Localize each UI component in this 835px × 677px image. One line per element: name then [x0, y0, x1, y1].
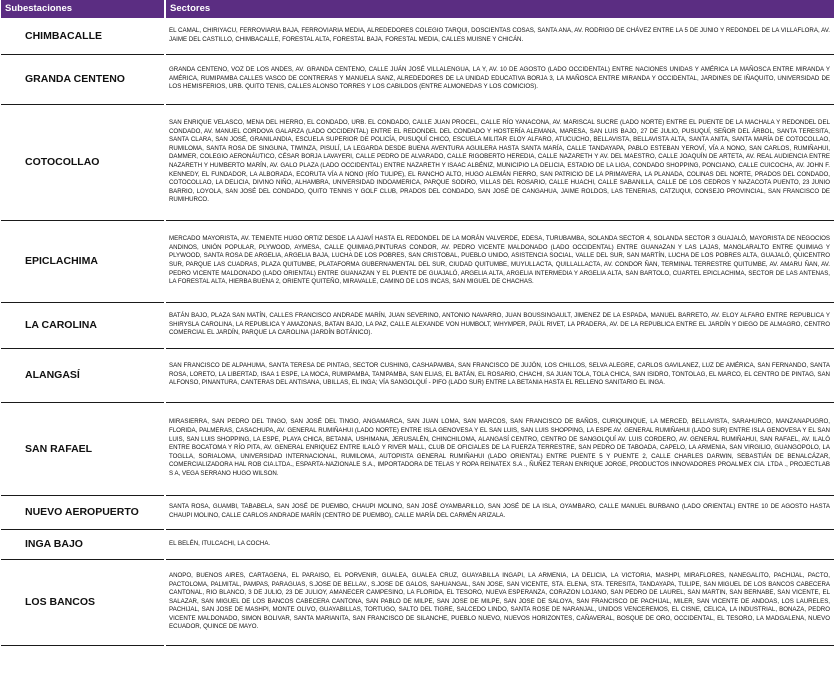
table-row: [1, 302, 834, 348]
header-subestaciones: Subestaciones: [1, 0, 165, 18]
table-row: [1, 529, 834, 559]
substation-name: COTOCOLLAO: [1, 104, 165, 220]
table-row: [1, 559, 834, 645]
sector-list: EL BELÉN, ITULCACHI, LA COCHA.: [165, 529, 834, 559]
sector-list: SAN ENRIQUE VELASCO, MENA DEL HIERRO, EL CONDADO, URB. EL CONDADO, CALLE JUAN PROCEL, CALLE RÍO YANACONA, AV. MARISCAL SUCRE (LADO NORTE) ENTRE EL PUENTE DE LA MACHALA Y REDONDEL DEL CONDADO, AV. MANUEL CORDOVA GALARZA (LADO OCCIDENTAL) ENTRE EL REDONDEL DEL CONDADO Y HOSTERÍA ALEMANA, MARESA, SAN LUIS BAJO, 27 DE JULIO, PUSUQUÍ, SEÑOR DEL ÁRBOL, SANTA TERESITA, SANTA CLARA, SAN JOSÉ, GRANILANDIA, ESCUELA SUPERIOR DE POLICÍA, PUSUQUÍ CHICO, ESCUELA MILITAR ELOY ALFARO, ATUCUCHO, BELLAVISTA, BELLAVISTA ALTA, SANTA ANITA, SANTA MARÍA DE COTOCOLLAO, RUMILOMA, SANTA ROSA DE SINGUNA, TIWINZA, PISULÍ, LA LEGARDA DESDE BUENA AVENTURA AGUILERA HASTA SANTA MARÍA, CALLE TANDAYAPA, PABLO ESTEBAN YEROVÍ, VÍA A NONO, SAN CARLOS, RUMIÑAHUI, DAMMER, COLEGIO AERONÁUTICO, CÉSAR BORJA LAVAYERI, CALLE PEDRO DE ALVARADO, CALLE RIGOBERTO HEREDIA, CALLE NAZARETH Y AV. DEL MAESTRO, CALLE JOAQUÍN DE ARTETA, AV. REAL AUDIENCIA ENTRE NAZARETH Y HUMBERTO MARÍN, AV. GALO PLAZA (LADO OCCIDENTAL) ENTRE NAZARETH Y ISAAC ALBÉNIZ, MUNICIPIO LA DELICIA, ESTADIO DE LA LIGA, CONDADO SHOPPING, PONCIANO, CALLE CUICOCHA, AV. JOHN F. KENNEDY, EL FUNDADOR, LA ALBORADA, ECORUTA VÍA A NONO (RÍO TULIPE), EL RANCHO ALTO, HUGO ALEMÁN FIERRO, SAN PATRICIO DE LA PRIMAVERA, LA PLANADA, COLINAS DEL NORTE, PRADOS DEL CONDADO, COTOCOLLAO, LA DELICIA, DIVINO NIÑO, ALHAMBRA, UNIVERSIDAD INDOAMERICA, PARQUE SODIRO, VILLAS DEL ROSARIO, CALLE HUACHI, CALLE SABANILLA, CALLE DE LOS CEDROS Y NAZACOTA PUENTO, 23 JUNIO BARRIO, LOYOLA, SAN JOSÉ DEL CONDADO, QUITO TENNIS Y GOLF CLUB, PRADOS DEL CONDADO, SAN JOSÉ DE CANGAHUA, JAIME ROLDOS, LAS TENERIAS, CATZUQUI, CONSEJO PROVINCIAL, SAN FRANCISCO DE RUMIHURCO.: [165, 104, 834, 220]
sector-list: SANTA ROSA, GUAMBI, TABABELA, SAN JOSÉ DE PUEMBO, CHAUPI MOLINO, SAN JOSÉ OYAMBARILLO, SAN JOSÉ DE LA ISLA, OYAMBARO, CALLE MANUEL BURBANO (LADO ORIENTAL) ENTRE 10 DE AGOSTO HASTA CHAUPI MOLINO, CALLE CARLOS ANDRADE MARÍN (CENTRO DE PUEMBO), CALLE MARÍA DEL CARMÉN ARIZALA.: [165, 495, 834, 529]
table-row: [1, 348, 834, 402]
sector-list: SAN FRANCISCO DE ALPAHUMA, SANTA TERESA DE PINTAG, SECTOR CUSHING, CASHAPAMBA, SAN FRANCISCO DE JUJÓN, LOS CHILLOS, SELVA ALEGRE, CARLOS GAVILANEZ, LUZ DE AMÉRICA, SAN FERNANDO, SANTA ROSA, LORETO, LA LIBERTAD, ISAA 1 ESPE, LA MOCA, RUMIPAMBA, TANIPAMBA, SAN ELIAS, EL BATÁN, EL ROSARIO, CHACHI, SA JUAN TOLA, TOLA CHICA, SAN ISIDRO, TONTOLAG, EL MARCO, EL CENTRO DE PINTAG, SAN ALFONSO, PINANTURA, CANTERAS DEL ANTISANA, UBILLAS, EL INGA; VÍA SANGOLQUÍ - PIFO (LADO SUR) ENTRE LA BETANIA HASTA EL RELLENO SANITARIO EL INGA.: [165, 348, 834, 402]
table-row: [1, 220, 834, 302]
sector-list: MIRASIERRA, SAN PEDRO DEL TINGO, SAN JOSÉ DEL TINGO, ANGAMARCA, SAN JUAN LOMA, SAN MARCOS, SAN FRANCISCO DE BAÑOS, CURIQUINQUE, LA MERCED, BELLAVISTA, SARAHURCO, MANZANAPUGRO, FLORIDA, PALMERAS, CASACHUPA, AV. GENERAL RUMIÑAHUI (LADO NORTE) ENTRE ISLA GENOVESA Y EL SAN LUIS, SAN LUIS SHOPPING, LA ESPE AV. GENERAL RUMIÑAHUI (LADO SUR) ENTRE ISLA GENOVESA Y EL SAN LUIS, SAN LUIS SHOPPING, LA ESPE, PLAYA CHICA, BETANIA, USHIMANA, JERUSALÉN, CHINCHILOMA, ALANGASÍ CENTRO, CENTRO DE SANGOLQUÍ AV. LUIS CORDERO, AV. GENERAL RUMIÑAHUI, SAN RAFAEL, AV. ILALÓ ENTRE BOCATOMA Y RÍO PITA, AV. GENERAL ENRIQUEZ ENTRE ILALÓ Y RIVER MALL, CLUB DE OFICIALES DE LA FUERZA TERRESTRE, SAN PEDRO DE TABOADA, CAPELO, LA ARMENIA, SAN VIRGILIO, GUANGOPOLO, LA TOGLLA, SORIALOMA, UNIVERSIDAD INTERNACIONAL, RUMILOMA, AUTOPISTA GENERAL RUMIÑAHUI (LADO ORIENTAL) ENTRE PUENTE 5 Y PUENTE 2, CALLE CHARLES DARWIN, SEBASTIÁN DE BENALCÁZAR, COMERCIALIZADORA HAL ROB CIA.LTDA., ESPARTA-NAZIONALE S.A., IMPORTADORA DE TELAS Y ROPA REINATEX S.A ., ÑUÑEZ TERAN ENRIQUE JORGE, PRODUCTOS INNOVADORES PROALMEX CIA. LTDA ., PROJECTLAB S A, VEGA SERRANO HUGO WILSON.: [165, 402, 834, 495]
sector-list: MERCADO MAYORISTA, AV. TENIENTE HUGO ORTIZ DESDE LA AJAVÍ HASTA EL REDONDEL DE LA MORÁN VALVERDE, EDESA, TURUBAMBA, SOLANDA SECTOR 4, SOLANDA SECTOR 3 GUAJALÓ, MAYORISTA DE NEGOCIOS ANDINOS, UNIÓN POPULAR, PLYWOOD, AYMESA, CALLE QUIMIAG,PINTURAS CONDOR, AV. PEDRO VICENTE MALDONADO (LADO OCCIDENTAL) ENTRE GUANAZAN Y LAS LAJAS, MANGLARALTO ENTRE QUIMIAG Y PLYWOOD, SANTA ROSA DE ARGELIA, ARGELIA BAJA, LUCHA DE LOS POBRES, SAN CRISTOBAL, PUEBLO UNIDO, ASISTENCIA SOCIAL, VALLE DEL SUR, SAN MARTÍN, LUCHA DE LOS POBRES ALTA, GUAJALÓ, QUICENTRO SUR, PARQUE LAS CUADRAS, PLAZA QUITUMBE, PLATAFORMA GUBERNAMENTAL DEL SUR, CIUDAD QUITUMBE, MUYULLACTA, QUILLALLACTA, AV. CONDOR ÑAN, TERMINAL TERRESTRE QUITUMBE, AV. AMARU ÑAN, AV. PEDRO VICENTE MALDONADO (LADO ORIENTAL) ENTRE GUANAZAN Y EL PUENTE DE GUAJALÓ, ARGELIA ALTA, ARGELIA INTERMEDIA Y ARGELIA ALTA, SAN BARTOLO, CUARTEL EPICLACHIMA, SECTOR DE LAS ANTENAS, LA FORESTAL ALTA, HIERBA BUENA 2, ORIENTE QUITEÑO, MIRAVALLE, CAMINO DE LOS INCAS, SAN MIGUEL DE CHACHAS.: [165, 220, 834, 302]
substation-name: LOS BANCOS: [1, 559, 165, 645]
substation-name: SAN RAFAEL: [1, 402, 165, 495]
substations-table: [1, 0, 834, 646]
header-sectores: Sectores: [165, 0, 834, 18]
sector-list: ANOPO, BUENOS AIRES, CARTAGENA, EL PARAISO, EL PORVENIR, GUALEA, GUALEA CRUZ, GUAYABILLA INGAPI, LA ARMENIA, LA DELICIA, LA VICTORIA, MASHPI, MIRAFLORES, NANEGALITO, PACHIJAL, PACTO, PACTOLOMA, PALMITAL, PAMPAS, PARAGUAS, S.JOSE DE BELLAV., S.JOSE DE GALOS, SAHUANGAL, SAN JOSE, SAN VICENTE, STA. ELENA, STA. TERESITA, TANDAYAPA, TULIPE, SAN MIGUEL DE LOS BANCOS CABECERA CANTONAL, RIO BLANCO, 3 DE JULIO, 23 DE JULIOY, AMANECER CAMPESINO, LA FLORIDA, EL TESORO, NUEVA ESPERANZA, CORAZON LOJANO, SAN PEDRO DE LAUREL, SAN MARTIN, SAN BERNABE, SAN VICENTE, EL SALAZAR, SAN MIGUEL DE LOS BANCOS CABECERA CANTONA, SAN PABLO DE MILPE, SAN JOSE DE MILPE, SAN JOSE DE SALOYA, SAN FRANCISCO DE PACHIJAL, MILER, SAN VICENTE DE ANDOAS, LOS LAURELES, PACHIJAL, SAN JOSE DE MASHPI, MONTE OLIVO, GUAYABILLAS, TORTUGO, SALTO DEL TIGRE, SALCEDO LINDO, SANTA ROSE DE NARANJAL, UNIDOS VENCEREMOS, EL CISNE, CELICA, LA INDUSTRIAL, BONAZA, PEDRO VICENTE MALDONADO, SIMON BOLIVAR, SANTA MARIANITA, SAN FRANCISCO DE SILANCHE, PUEBLO NUEVO, NUEVOS HORIZONTES, CAÑAVERAL, BOSQUE DE ORO, OCCIDENTAL, EL TESORO, LA MADGALENA, NUEVO ECUADOR, QUINCE DE MAYO.: [165, 559, 834, 645]
substation-name: CHIMBACALLE: [1, 18, 165, 54]
table-row: [1, 402, 834, 495]
sector-list: GRANDA CENTENO, VOZ DE LOS ANDES, AV. GRANDA CENTENO, CALLE JUÁN JOSÉ VILLALENGUA, LA Y, AV. 10 DE AGOSTO (LADO OCCIDENTAL) ENTRE NACIONES UNIDAS Y AMÉRICA LA MAÑOSCA ENTRE MIRANDA Y AMÉRICA, RUMIPAMBA CALLES VASCO DE CONTRERAS Y MANUELA SANZ, ALREDEDORES DE LA UNIDAD EDUCATIVA BORJA 3, LA MAÑOSCA ENTRE MIRANDA Y OCCIDENTAL, JARDINES DE IÑAQUITO, UNIVERSIDAD DE LOS HEMISFERIOS, URB. QUITO TENIS, CALLES ALONSO TORRES Y LOS CABILDOS (ENTRE ALMONEDAS Y LOS COMICIOS).: [165, 54, 834, 104]
substation-name: LA CAROLINA: [1, 302, 165, 348]
table-header-row: [1, 0, 834, 18]
substation-name: GRANDA CENTENO: [1, 54, 165, 104]
table-row: [1, 495, 834, 529]
substation-name: ALANGASÍ: [1, 348, 165, 402]
substation-name: EPICLACHIMA: [1, 220, 165, 302]
sector-list: BATÁN BAJO, PLAZA SAN MATÍN, CALLES FRANCISCO ANDRADE MARÍN, JUAN SEVERINO, ANTONIO NAVARRO, JUAN BOUSSINGAULT, JIMENEZ DE LA ESPADA, MANUEL BARRETO, AV. ELOY ALFARO ENTRE REPUBLICA Y SHIRYSLA CAROLINA, LA REPUBLICA Y AMAZONAS, BATAN BAJO, LA PAZ, CALLE ALEXANDE VON HUMBOLT, WHYMPER, PAÚL RIVET, LA PRADERA, AV. DE LA REPUBLICA ENTRE EL JARDÍN Y DIEGO DE ALMAGRO, CENTRO COMERCIAL EL JARDÍN, PARQUE LA CAROLINA (JARDÍN BOTÁNICO).: [165, 302, 834, 348]
substation-name: INGA BAJO: [1, 529, 165, 559]
table-row: [1, 104, 834, 220]
table-row: [1, 18, 834, 54]
sector-list: EL CAMAL, CHIRIYACU, FERROVIARIA BAJA, FERROVIARIA MEDIA, ALREDEDORES COLEGIO TARQUI, DOSCIENTAS COSAS, SANTA ANA, AV. RODRIGO DE CHÁVEZ ENTRE LA 5 DE JUNIO Y REDONDEL DE LA VILLAFLORA, AV. JAIME DEL CASTILLO, CHIMBACALLE, FORESTAL ALTA, FORESTAL BAJA, FORESTAL MEDIA, CALLES MUISNE Y CHICÁN.: [169, 27, 830, 43]
table-row: [1, 54, 834, 104]
substation-name: NUEVO AEROPUERTO: [1, 495, 165, 529]
